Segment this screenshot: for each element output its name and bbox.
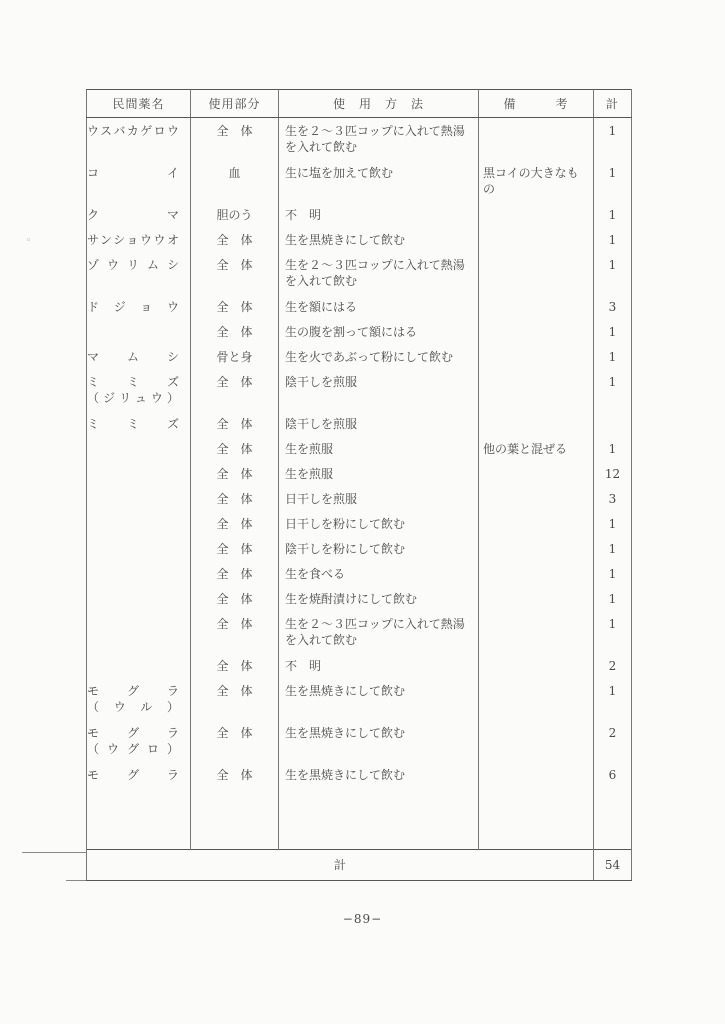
method-cell: 陰干しを煎服 [279,369,479,411]
remedy-name-cell [87,653,191,678]
table-row [87,411,632,436]
spacer-cell [87,787,191,850]
remedy-name-cell [87,344,191,369]
remedy-name-cell [87,486,191,511]
remedy-name: ク マ [87,207,180,222]
remedy-name-cell [87,227,191,252]
header-name: 民間薬名 [87,90,191,118]
note-cell [479,678,594,720]
table-row [87,461,632,486]
note-cell [479,586,594,611]
count-cell: 1 [594,586,632,611]
total-count: 54 [594,850,632,881]
table-row [87,536,632,561]
method-cell: 生の腹を割って額にはる [279,319,479,344]
header-count: 計 [594,90,632,118]
table-row [87,586,632,611]
count-cell: 1 [594,118,632,160]
count-cell: 1 [594,160,632,202]
count-cell: 1 [594,611,632,653]
remedy-name-cell [87,160,191,202]
method-cell: 生を２～３匹コップに入れて熱湯を入れて飲む [279,252,479,294]
header-method: 使 用 方 法 [279,90,479,118]
method-cell: 生を２～３匹コップに入れて熱湯を入れて飲む [279,611,479,653]
remedy-name: ミミズ [87,416,180,431]
remedy-name-cell [87,511,191,536]
part-cell: 全 体 [191,118,279,160]
table-total-row [87,850,632,881]
table-row [87,486,632,511]
table-row [87,678,632,720]
part-cell: 骨と身 [191,344,279,369]
part-cell: 全 体 [191,762,279,787]
remedy-name-cell [87,369,191,411]
count-cell [594,411,632,436]
remedy-name: ドジョウ [87,299,180,314]
note-cell [479,202,594,227]
method-cell: 日干しを煎服 [279,486,479,511]
part-cell: 血 [191,160,279,202]
count-cell: 1 [594,436,632,461]
part-cell: 全 体 [191,461,279,486]
remedy-name-cell [87,561,191,586]
method-cell: 日干しを粉にして飲む [279,511,479,536]
note-cell: 他の葉と混ぜる [479,436,594,461]
note-cell [479,720,594,762]
remedy-name-cell [87,411,191,436]
table-row [87,294,632,319]
remedy-name-cell [87,762,191,787]
note-cell [479,344,594,369]
spacer-cell [279,787,479,850]
note-cell [479,411,594,436]
count-cell: 1 [594,511,632,536]
spacer-cell [479,787,594,850]
remedy-name: モグラ [87,683,180,698]
count-cell: 1 [594,344,632,369]
method-cell: 生を火であぶって粉にして飲む [279,344,479,369]
part-cell: 胆のう [191,202,279,227]
method-cell: 生を黒焼きにして飲む [279,762,479,787]
note-cell: 黒コイの大きなもの [479,160,594,202]
part-cell: 全 体 [191,511,279,536]
count-cell: 1 [594,561,632,586]
method-cell: 陰干しを粉にして飲む [279,536,479,561]
method-cell: 生に塩を加えて飲む [279,160,479,202]
count-cell: 3 [594,486,632,511]
part-cell: 全 体 [191,411,279,436]
header-part: 使用部分 [191,90,279,118]
page-number: −89− [342,912,383,926]
count-cell: 1 [594,319,632,344]
method-cell: 生を黒焼きにして飲む [279,227,479,252]
method-cell: 生を煎服 [279,436,479,461]
table-row [87,118,632,160]
part-cell: 全 体 [191,720,279,762]
remedy-name-cell [87,678,191,720]
table-row [87,511,632,536]
remedy-name-cell [87,611,191,653]
remedy-name: ゾウリムシ [87,257,180,272]
table-row [87,561,632,586]
count-cell: 2 [594,653,632,678]
part-cell: 全 体 [191,436,279,461]
method-cell: 生を黒焼きにして飲む [279,678,479,720]
left-margin-rule [22,852,86,853]
left-margin-rule-lower [66,880,86,881]
remedy-name: マムシ [87,349,180,364]
method-cell: 不 明 [279,653,479,678]
note-cell [479,762,594,787]
part-cell: 全 体 [191,227,279,252]
note-cell [479,319,594,344]
remedy-name-cell [87,294,191,319]
table-row [87,160,632,202]
table-row [87,319,632,344]
header-note: 備 考 [479,90,594,118]
note-cell [479,369,594,411]
note-cell [479,611,594,653]
total-label: 計 [87,850,594,881]
note-cell [479,536,594,561]
part-cell: 全 体 [191,611,279,653]
count-cell: 1 [594,369,632,411]
part-cell: 全 体 [191,319,279,344]
method-cell: 陰干しを煎服 [279,411,479,436]
remedy-name-cell [87,118,191,160]
method-cell: 不 明 [279,202,479,227]
count-cell: 1 [594,227,632,252]
count-cell: 3 [594,294,632,319]
remedy-name: モグラ [87,767,180,782]
table-row [87,369,632,411]
part-cell: 全 体 [191,369,279,411]
scan-speck: ◦ [26,236,32,246]
table-row [87,202,632,227]
table-row [87,252,632,294]
part-cell: 全 体 [191,653,279,678]
remedy-name-cell [87,202,191,227]
table-spacer-row [87,787,632,850]
remedy-name-cell [87,319,191,344]
part-cell: 全 体 [191,561,279,586]
method-cell: 生を食べる [279,561,479,586]
table-row [87,436,632,461]
count-cell: 12 [594,461,632,486]
note-cell [479,461,594,486]
remedy-name-cell [87,461,191,486]
remedy-name-cell [87,720,191,762]
note-cell [479,511,594,536]
remedy-name-cell [87,536,191,561]
table-row [87,227,632,252]
remedy-alias: （ウグロ） [87,741,180,756]
method-cell: 生を焼酎漬けにして飲む [279,586,479,611]
remedy-name: サンショウウオ [87,232,180,247]
count-cell: 1 [594,252,632,294]
note-cell [479,294,594,319]
remedy-alias: （ジリュウ） [87,390,180,405]
count-cell: 1 [594,678,632,720]
count-cell: 1 [594,202,632,227]
remedy-name: ウスバカゲロウ [87,124,180,138]
method-cell: 生を２～３匹コップに入れて熱湯を入れて飲む [279,118,479,160]
note-cell [479,486,594,511]
remedy-name: ミミズ [87,374,180,389]
count-cell: 2 [594,720,632,762]
part-cell: 全 体 [191,678,279,720]
count-cell: 6 [594,762,632,787]
note-cell [479,227,594,252]
note-cell [479,561,594,586]
part-cell: 全 体 [191,294,279,319]
method-cell: 生を煎服 [279,461,479,486]
note-cell [479,118,594,160]
note-cell [479,653,594,678]
count-cell: 1 [594,536,632,561]
remedy-name-cell [87,252,191,294]
remedy-alias: （ウル） [87,699,180,714]
table-row [87,653,632,678]
table-header-row [87,90,632,118]
spacer-cell [191,787,279,850]
remedy-name: コ イ [87,165,180,180]
part-cell: 全 体 [191,252,279,294]
part-cell: 全 体 [191,586,279,611]
note-cell [479,252,594,294]
method-cell: 生を黒焼きにして飲む [279,720,479,762]
herbal-remedy-table [86,89,632,881]
method-cell: 生を額にはる [279,294,479,319]
remedy-name-cell [87,436,191,461]
table-row [87,344,632,369]
spacer-cell [594,787,632,850]
remedy-name-cell [87,586,191,611]
remedy-name: モグラ [87,725,180,740]
table-row [87,762,632,787]
table-row [87,720,632,762]
part-cell: 全 体 [191,536,279,561]
part-cell: 全 体 [191,486,279,511]
table-row [87,611,632,653]
